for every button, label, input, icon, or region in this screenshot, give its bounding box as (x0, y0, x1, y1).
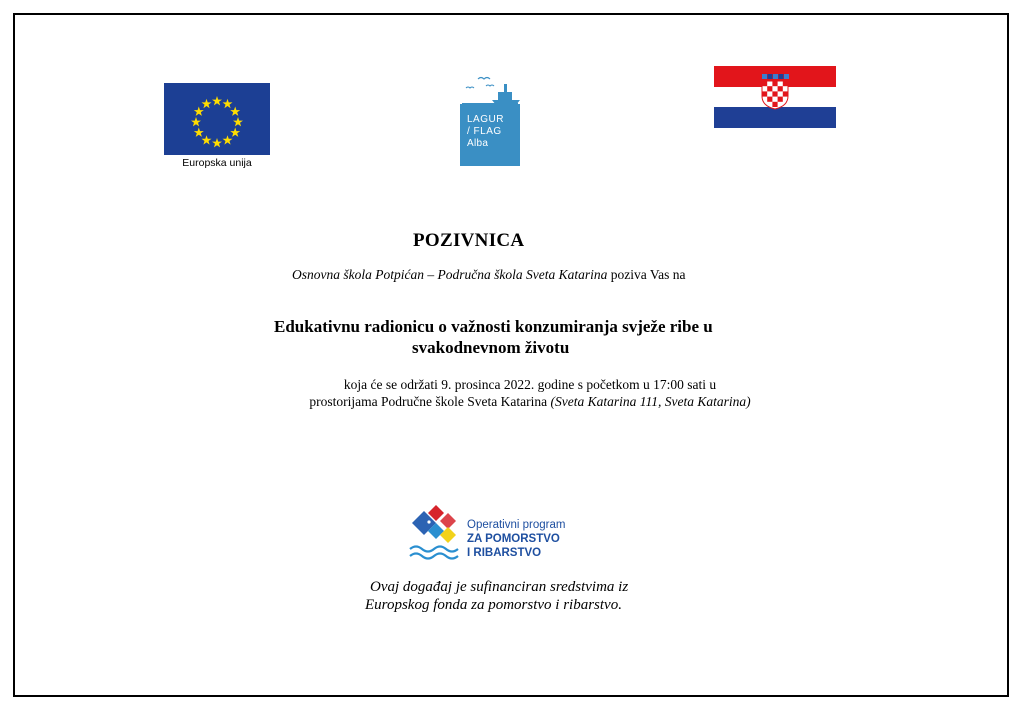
op-logo-text (467, 518, 565, 560)
croatian-coat-of-arms-icon (760, 74, 790, 110)
event-title-line2: svakodnevnom životu (412, 338, 570, 357)
operativni-program-logo (408, 505, 578, 565)
details-line2-prefix: prostorijama Područne škole Sveta Katarina (309, 394, 551, 409)
school-name: Osnovna škola Potpićan – Područna škola Sveta Katarina (292, 267, 608, 282)
event-address: (Sveta Katarina 111, Sveta Katarina) (550, 394, 751, 409)
lagur-flag-logo (458, 74, 522, 166)
croatian-flag (714, 66, 836, 128)
cofinance-line2: Europskog fonda za pomorstvo i ribarstvo. (365, 597, 622, 613)
event-title (274, 316, 713, 358)
event-title-line1: Edukativnu radionicu o važnosti konzumiranja svježe ribe u (274, 317, 713, 336)
cofinance-line1: Ovaj događaj je sufinanciran sredstvima iz (370, 579, 629, 595)
eu-caption: Europska unija (182, 157, 252, 169)
cofinance-note (365, 578, 628, 614)
invitation-line (292, 267, 685, 283)
details-line2 (290, 393, 770, 410)
eu-flag-logo (164, 83, 270, 155)
op-line2: ZA POMORSTVO (467, 533, 560, 545)
lagur-line: LAGUR (467, 114, 504, 125)
details-line1: koja će se održati 9. prosinca 2022. godine s početkom u 17:00 sati u (343, 377, 717, 392)
alba-line: Alba (467, 138, 489, 149)
op-emblem-icon (408, 505, 466, 565)
op-line3: I RIBARSTVO (467, 547, 542, 559)
invite-suffix: poziva Vas na (607, 267, 686, 282)
op-line1: Operativni program (467, 519, 566, 531)
flag-line: / FLAG (467, 126, 502, 137)
lagur-flag-text (467, 114, 504, 150)
page-title: POZIVNICA (413, 230, 525, 251)
event-details (290, 376, 770, 410)
